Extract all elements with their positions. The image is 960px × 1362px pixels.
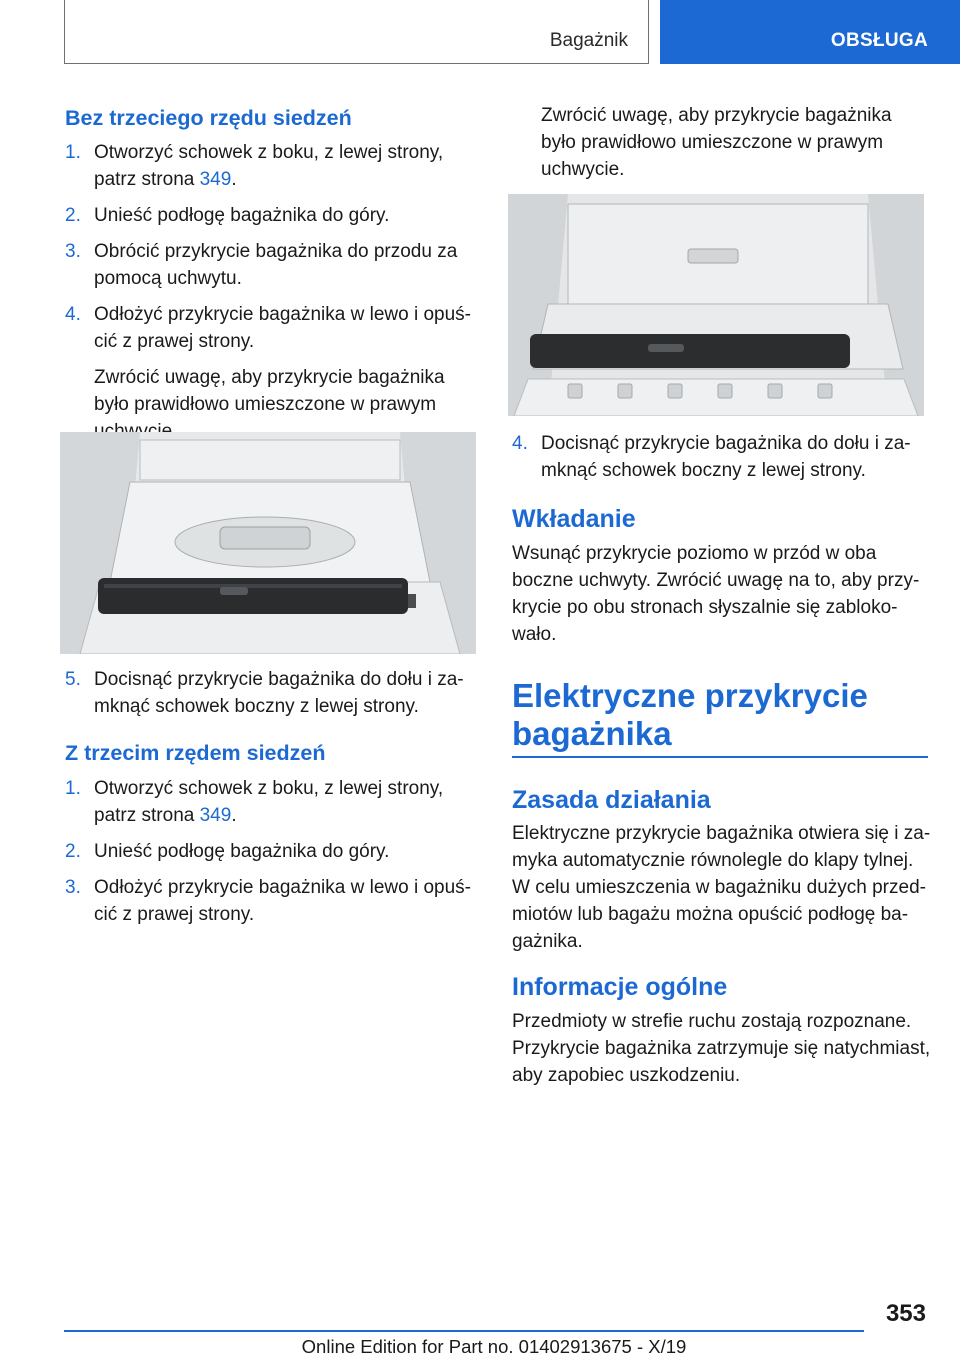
- step-item: [65, 666, 475, 720]
- step-item: [65, 202, 475, 229]
- page-link[interactable]: 349: [199, 805, 232, 826]
- steps-no-third-row: [65, 139, 475, 445]
- step-number: 2.: [65, 841, 81, 862]
- step-item: 1. Otworzyć schowek z boku, z lewej strony, patrz strona 349.: [65, 139, 475, 193]
- step-text: Odłożyć przykrycie bagażnika w lewo i opuś‐ cić z prawej strony.: [94, 877, 471, 925]
- footer-edition: Online Edition for Part no. 01402913675 - X/19: [301, 1336, 687, 1357]
- header-chapter-title: OBSŁUGA: [830, 30, 928, 51]
- trunk-illustration-svg: [60, 432, 476, 654]
- step-text: Docisnąć przykrycie bagażnika do dołu i za‐ mknąć schowek boczny z lewej strony.: [94, 669, 464, 717]
- zasada-paragraph: Elektryczne przykrycie bagażnika otwiera się i za‐ myka automatycznie równolegle do klapy tylnej. W celu umieszczenia w bagażniku dużych przed‐ miotów lub bagażu można opuścić podłogę ba‐ gażnika.: [512, 823, 931, 952]
- step-item: [65, 301, 475, 355]
- step-number: 5.: [65, 669, 81, 690]
- step-note: Zwrócić uwagę, aby przykrycie bagażnika było prawidłowo umieszczone w prawym uchwycie.: [541, 105, 892, 180]
- step-text: Unieść podłogę bagażnika do góry.: [94, 205, 390, 226]
- heading-with-third-row: Z trzecim rzędem siedzeń: [65, 741, 326, 765]
- step-item: [65, 238, 475, 292]
- step-text: Odłożyć przykrycie bagażnika w lewo i opuś‐ cić z prawej strony.: [94, 304, 471, 352]
- page-link[interactable]: 349: [199, 169, 232, 190]
- header-chapter-tab: [660, 0, 960, 64]
- step-item: [65, 874, 475, 928]
- informacje-paragraph: Przedmioty w strefie ruchu zostają rozpoznane. Przykrycie bagażnika zatrzymuje się natychmiast, aby zapobiec uszkodzeniu.: [512, 1011, 931, 1086]
- step-item: [512, 430, 928, 484]
- trunk-illustration-svg: [508, 194, 924, 416]
- step-text: Docisnąć przykrycie bagażnika do dołu i za‐ mknąć schowek boczny z lewej strony.: [541, 433, 911, 481]
- page-number: 353: [885, 1300, 926, 1327]
- steps-with-third-row: [65, 775, 475, 928]
- step-note: Zwrócić uwagę, aby przykrycie bagażnika było prawidłowo umieszczone w prawym: [94, 367, 445, 415]
- footer-rule: [64, 1330, 864, 1332]
- step-item: 1. Otworzyć schowek z boku, z lewej strony, patrz strona 349.: [65, 775, 475, 829]
- step-number: 3.: [65, 241, 81, 262]
- step-number: 3.: [65, 877, 81, 898]
- heading-wkladanie: Wkładanie: [512, 505, 636, 533]
- step-text: Unieść podłogę bagażnika do góry.: [94, 841, 390, 862]
- step-text: Obrócić przykrycie bagażnika do przodu za pomocą uchwytu.: [94, 241, 458, 289]
- section-rule: [512, 756, 928, 758]
- heading-informacje: Informacje ogólne: [512, 973, 728, 1001]
- step-number: 2.: [65, 205, 81, 226]
- header-section-title: Bagażnik: [549, 30, 628, 51]
- heading-zasada: Zasada działania: [512, 786, 711, 814]
- section-heading: Elektryczne przykrycie bagażnika: [512, 677, 868, 752]
- step-number: 4.: [65, 304, 81, 325]
- step-number: 1.: [65, 778, 81, 799]
- heading-no-third-row: Bez trzeciego rzędu siedzeń: [65, 106, 352, 130]
- step-text: Otworzyć schowek z boku, z lewej strony, patrz strona: [94, 142, 444, 190]
- step-item: [65, 838, 475, 865]
- wkladanie-paragraph: Wsunąć przykrycie poziomo w przód w oba boczne uchwyty. Zwrócić uwagę na to, aby przy‐ krycie po obu stronach słyszalnie się zabloko‐ wało.: [512, 543, 920, 645]
- step-number: 4.: [512, 433, 528, 454]
- trunk-third-row-illustration: [508, 194, 924, 416]
- step-text: Otworzyć schowek z boku, z lewej strony, patrz strona: [94, 778, 444, 826]
- trunk-cover-illustration: [60, 432, 476, 654]
- step-number: 1.: [65, 142, 81, 163]
- header-section-box: [64, 0, 649, 64]
